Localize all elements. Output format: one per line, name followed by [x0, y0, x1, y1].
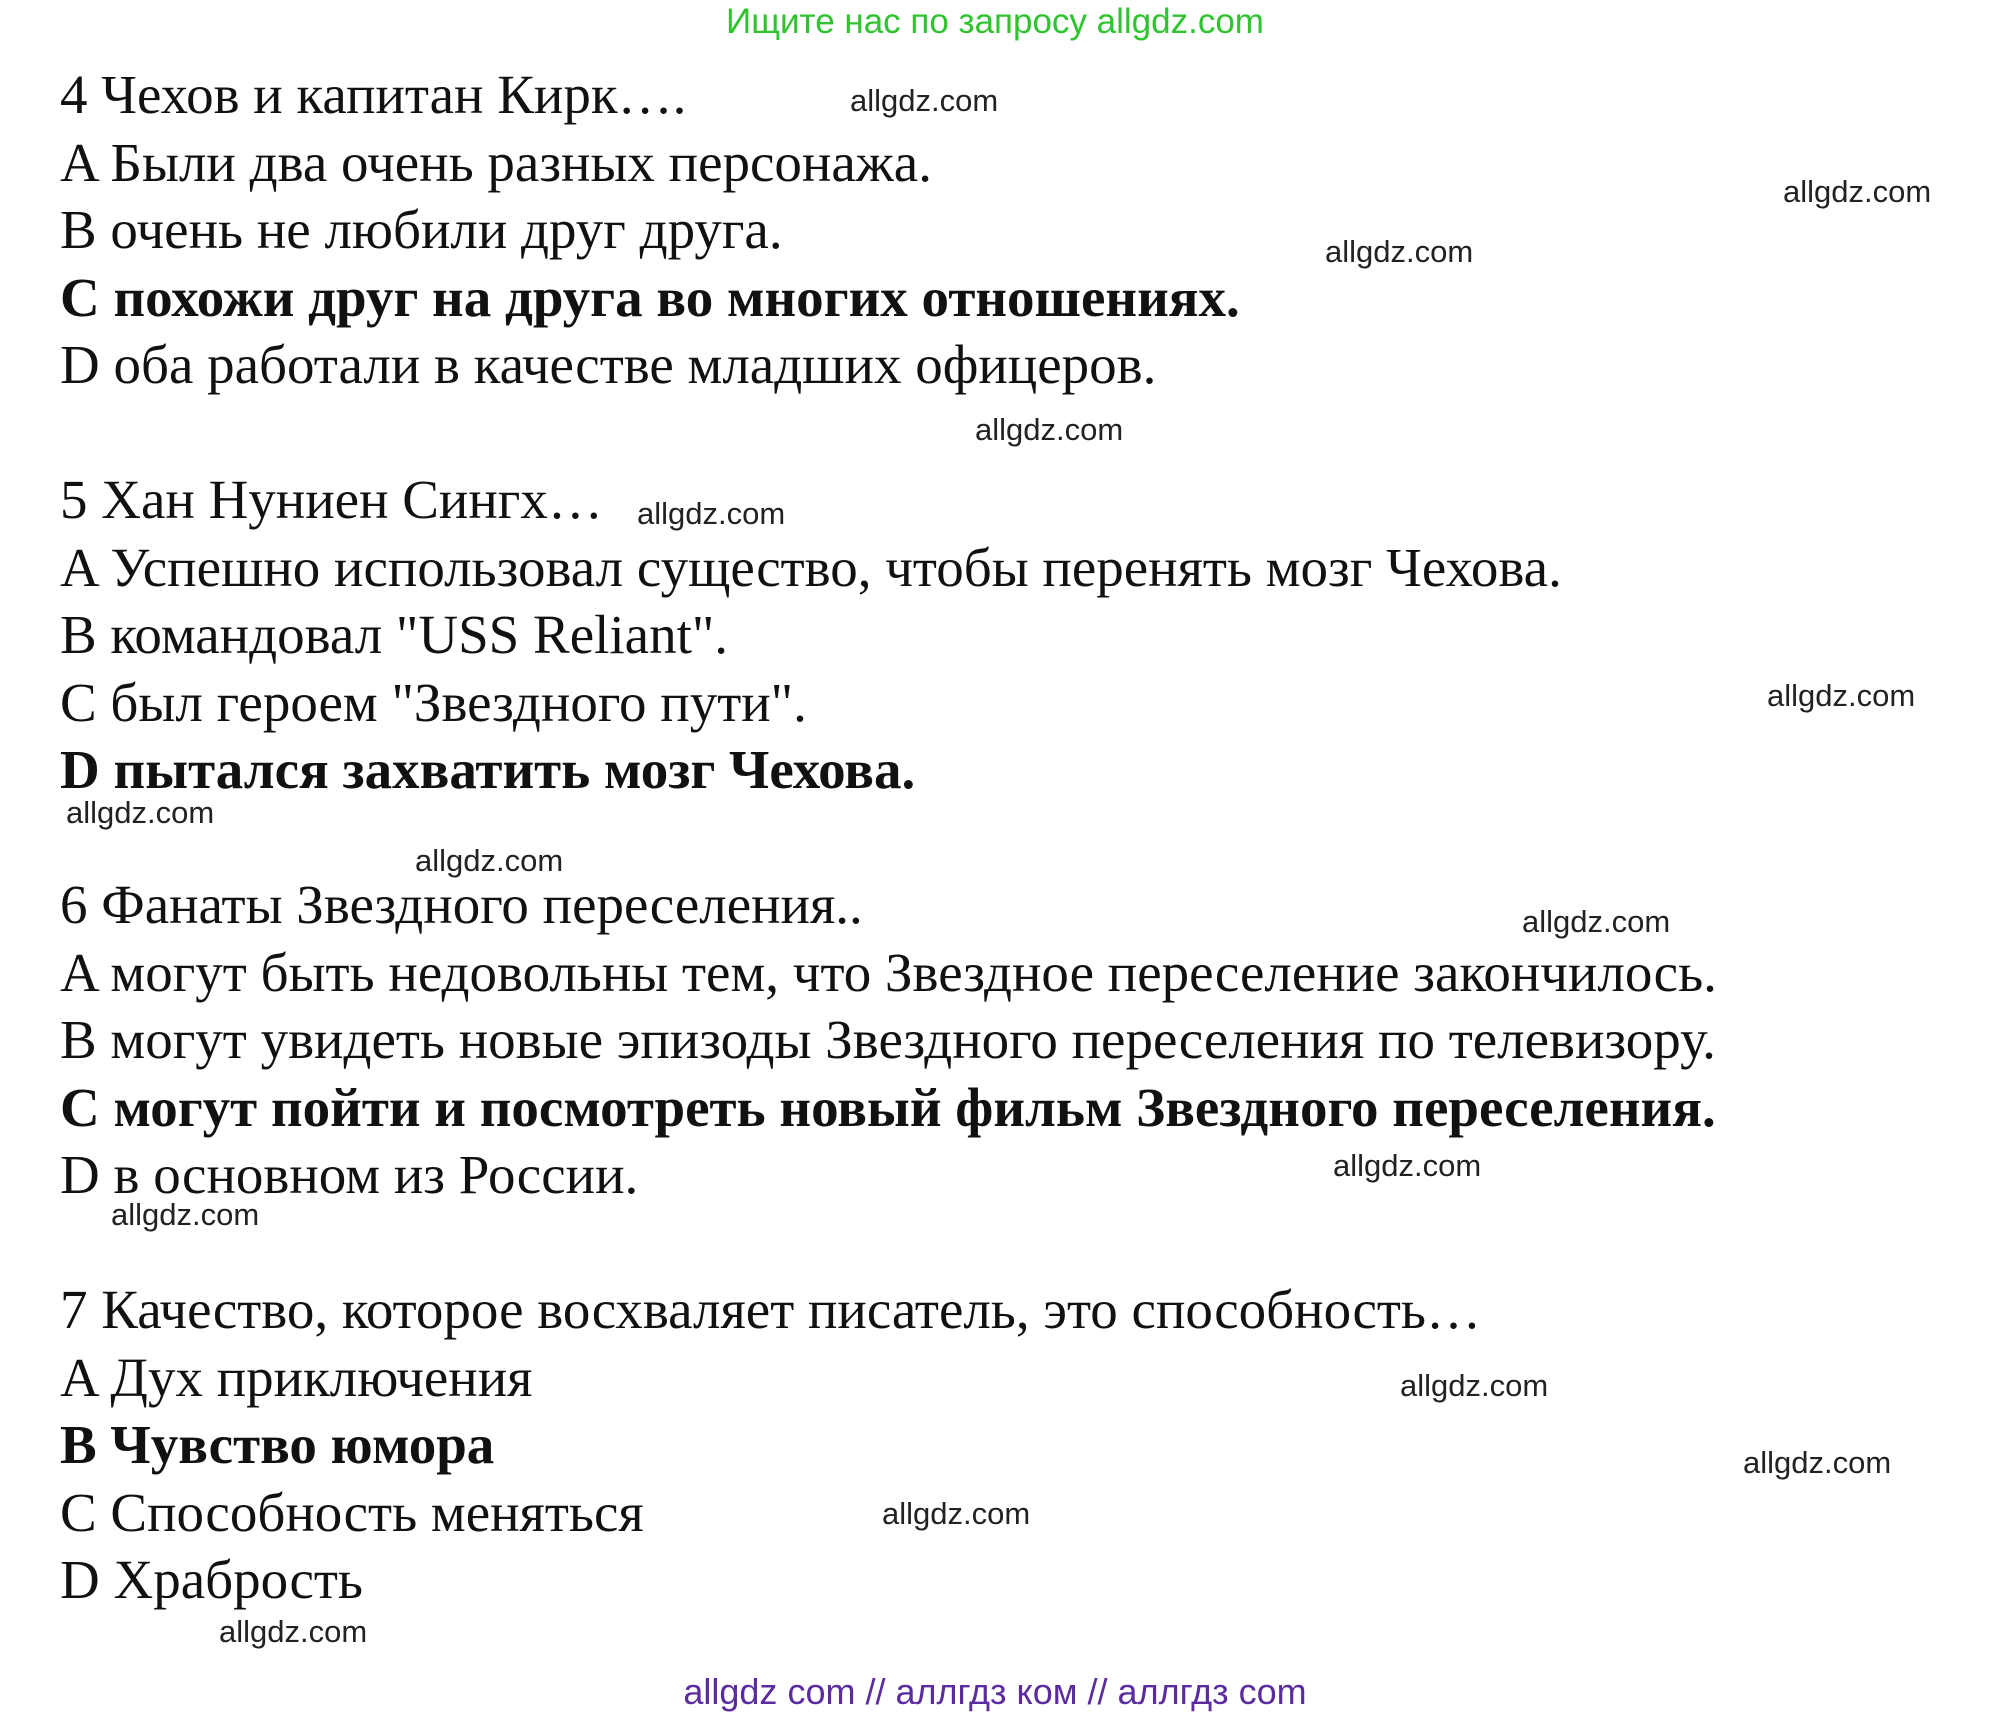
question-7-option-b-answer: B Чувство юмора	[60, 1414, 495, 1475]
watermark: allgdz.com	[882, 1496, 1031, 1531]
question-5-option-a: A Успешно использовал существо, чтобы перенять мозг Чехова.	[60, 537, 1562, 598]
question-4-option-b: B очень не любили друг друга.	[60, 199, 783, 260]
question-7-prompt: 7 Качество, которое восхваляет писатель, это способность…	[60, 1279, 1482, 1340]
watermark: allgdz.com	[66, 795, 215, 830]
watermark: allgdz.com	[975, 412, 1124, 447]
watermark: allgdz.com	[1783, 174, 1932, 209]
question-5-prompt: 5 Хан Нуниен Сингх…	[60, 469, 603, 530]
question-5-option-c: C был героем "Звездного пути".	[60, 672, 807, 733]
watermark: allgdz.com	[1400, 1368, 1549, 1403]
question-4-prompt: 4 Чехов и капитан Кирк….	[60, 64, 687, 125]
question-6-option-c-answer: C могут пойти и посмотреть новый фильм Звездного переселения.	[60, 1077, 1716, 1138]
question-6-option-a: A могут быть недовольны тем, что Звездное переселение закончилось.	[60, 942, 1717, 1003]
question-5-option-b: B командовал "USS Reliant".	[60, 604, 729, 665]
question-5-option-d-answer: D пытался захватить мозг Чехова.	[60, 739, 916, 800]
watermark: allgdz.com	[637, 496, 786, 531]
question-4-option-d: D оба работали в качестве младших офицеров.	[60, 334, 1157, 395]
question-6-option-d: D в основном из России.	[60, 1144, 639, 1205]
question-7-option-d: D Храбрость	[60, 1549, 363, 1610]
footer-banner	[0, 1672, 1990, 1712]
watermark: allgdz.com	[850, 83, 999, 118]
watermark: allgdz.com	[1767, 678, 1916, 713]
question-4-option-a: A Были два очень разных персонажа.	[60, 132, 932, 193]
header-banner: Ищите нас по запросу allgdz.com	[726, 2, 1264, 41]
footer-separator: //	[865, 1671, 886, 1712]
question-6-option-b: B могут увидеть новые эпизоды Звездного переселения по телевизору.	[60, 1009, 1716, 1070]
question-7-option-a: A Дух приключения	[60, 1347, 533, 1408]
footer-part-1: allgdz com	[683, 1671, 856, 1712]
watermark: allgdz.com	[1743, 1445, 1892, 1480]
watermark: allgdz.com	[1325, 234, 1474, 269]
watermark: allgdz.com	[219, 1614, 368, 1649]
footer-part-2: аллгдз ком	[895, 1671, 1078, 1712]
footer-separator: //	[1087, 1671, 1108, 1712]
watermark: allgdz.com	[1333, 1148, 1482, 1183]
watermark: allgdz.com	[415, 843, 564, 878]
question-7-option-c: C Способность меняться	[60, 1482, 644, 1543]
question-6-prompt: 6 Фанаты Звездного переселения..	[60, 874, 863, 935]
question-4-option-c-answer: C похожи друг на друга во многих отношениях.	[60, 267, 1240, 328]
footer-part-3: аллгдз com	[1117, 1671, 1307, 1712]
watermark: allgdz.com	[111, 1197, 260, 1232]
watermark: allgdz.com	[1522, 904, 1671, 939]
